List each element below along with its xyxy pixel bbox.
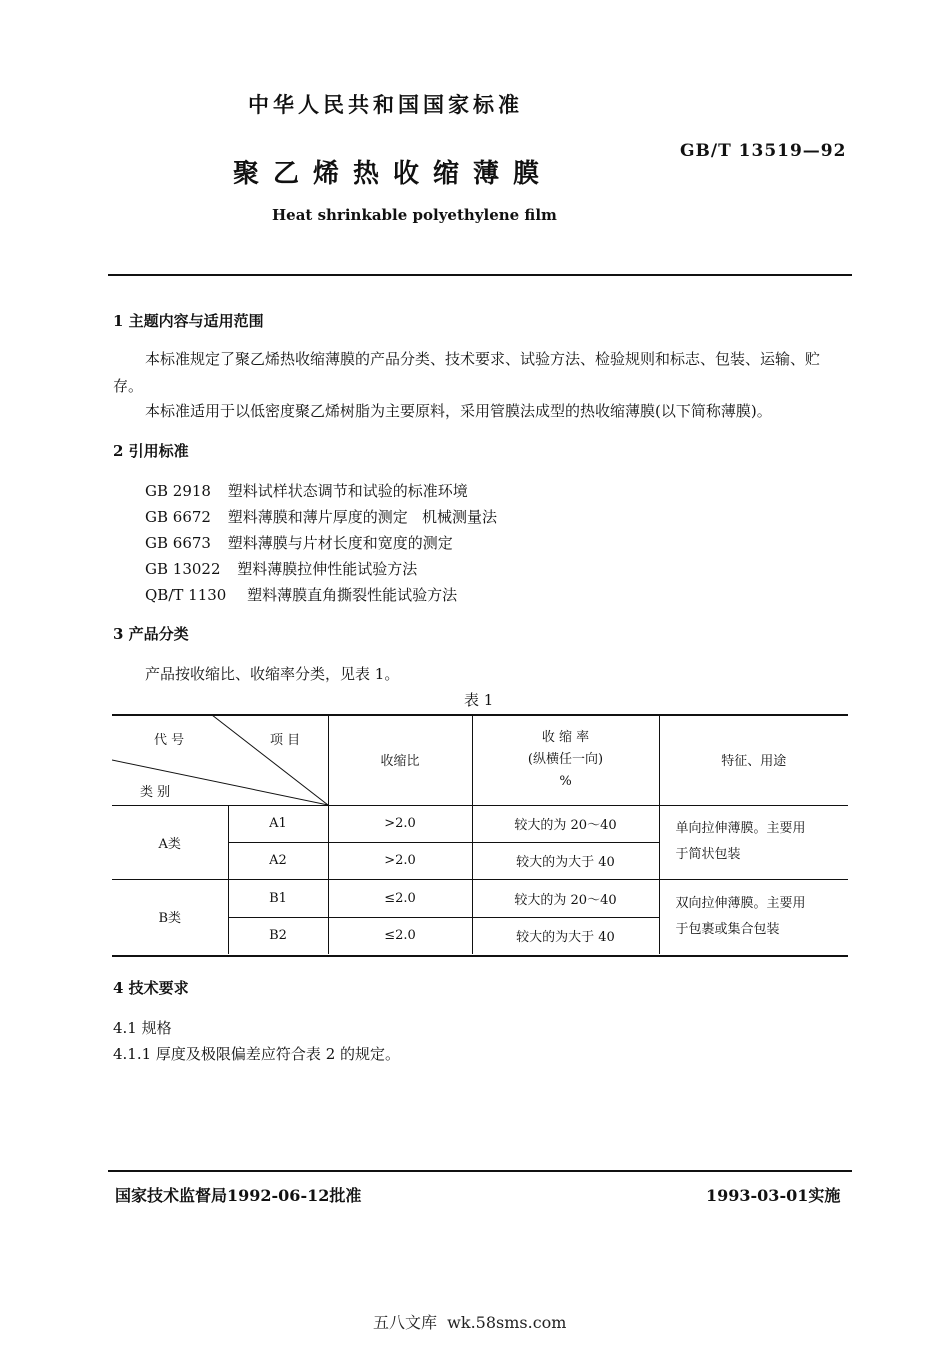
reference-code: GB 6673 [145, 534, 211, 552]
table-1 [112, 715, 848, 954]
section-2-heading: 2 引用标准 [113, 442, 189, 460]
feature-a-line1: 单向拉伸薄膜。主要用 [675, 821, 806, 836]
reference-code: GB 13022 [145, 560, 221, 578]
rate-cell: 较大的为 20～40 [472, 879, 659, 917]
category-cell-b: B类 [112, 879, 228, 954]
approval-date: 国家技术监督局1992-06-12批准 [115, 1186, 362, 1205]
subsection-4-1-1: 4.1.1 厚度及极限偏差应符合表 2 的规定。 [113, 1045, 401, 1063]
header-rate-line2: (纵横任一向) [527, 751, 604, 767]
header-ratio: 收缩比 [328, 715, 472, 805]
code-cell: B2 [228, 917, 328, 954]
reference-item [145, 506, 497, 527]
reference-item [145, 558, 417, 579]
effective-date: 1993-03-01实施 [706, 1186, 841, 1205]
header-rate-line3: % [559, 773, 572, 789]
reference-item [145, 480, 468, 501]
category-cell-a: A类 [112, 805, 228, 879]
feature-cell-a [659, 805, 848, 879]
feature-b-line1: 双向拉伸薄膜。主要用 [675, 895, 806, 911]
section-1-paragraph-1: 本标准规定了聚乙烯热收缩薄膜的产品分类、技术要求、试验方法、检验规则和标志、包装、运输、贮 [145, 350, 821, 368]
footer-divider [108, 1170, 852, 1172]
header-rate-line1: 收 缩 率 [541, 729, 590, 745]
ratio-cell: >2.0 [328, 805, 472, 842]
code-cell: A2 [228, 842, 328, 879]
national-standard-heading: 中华人民共和国国家标准 [248, 92, 523, 117]
feature-b-line2: 于包裹或集合包装 [675, 921, 780, 937]
reference-code: QB/T 1130 [145, 586, 227, 604]
reference-code: GB 6672 [145, 508, 211, 526]
corner-label-item: 项 目 [270, 733, 301, 748]
ratio-cell: ≤2.0 [328, 917, 472, 954]
table-1-caption: 表 1 [464, 691, 494, 709]
ratio-cell: >2.0 [328, 842, 472, 879]
reference-item [145, 584, 457, 605]
reference-title: 塑料薄膜拉伸性能试验方法 [237, 560, 418, 578]
section-1-paragraph-2: 本标准适用于以低密度聚乙烯树脂为主要原料，采用管膜法成型的热收缩薄膜(以下简称薄膜)。 [145, 402, 772, 420]
reference-title: 塑料薄膜和薄片厚度的测定 机械测量法 [227, 508, 498, 526]
section-3-heading: 3 产品分类 [113, 625, 189, 643]
reference-item [145, 532, 453, 553]
section-1-heading: 1 主题内容与适用范围 [113, 312, 264, 330]
section-4-heading: 4 技术要求 [113, 979, 189, 997]
code-cell: B1 [228, 879, 328, 917]
rate-cell: 较大的为大于 40 [472, 842, 659, 879]
subsection-4-1: 4.1 规格 [113, 1019, 172, 1037]
ratio-cell: ≤2.0 [328, 879, 472, 917]
reference-code: GB 2918 [145, 482, 211, 500]
reference-title: 塑料薄膜与片材长度和宽度的测定 [227, 534, 453, 552]
feature-cell-b [659, 879, 848, 954]
standard-code: GB/T 13519—92 [680, 141, 847, 161]
code-cell: A1 [228, 805, 328, 842]
header-divider [108, 274, 852, 276]
section-1-paragraph-1-cont: 存。 [113, 377, 144, 395]
document-title-en: Heat shrinkable polyethylene film [272, 206, 557, 224]
table-bottom-rule [112, 955, 848, 957]
table-corner-cell [112, 715, 328, 805]
rate-cell: 较大的为 20～40 [472, 805, 659, 842]
corner-label-category: 类 别 [140, 785, 171, 800]
rate-cell: 较大的为大于 40 [472, 917, 659, 954]
header-rate [472, 715, 659, 805]
watermark-text: 五八文库 wk.58sms.com [373, 1313, 567, 1332]
corner-label-code: 代 号 [154, 733, 185, 748]
reference-title: 塑料试样状态调节和试验的标准环境 [227, 482, 468, 500]
header-feature: 特征、用途 [659, 715, 848, 805]
reference-title: 塑料薄膜直角撕裂性能试验方法 [247, 586, 458, 604]
document-title-cn: 聚乙烯热收缩薄膜 [233, 159, 554, 189]
section-3-paragraph: 产品按收缩比、收缩率分类，见表 1。 [145, 665, 400, 683]
feature-a-line2: 于简状包装 [675, 847, 741, 862]
